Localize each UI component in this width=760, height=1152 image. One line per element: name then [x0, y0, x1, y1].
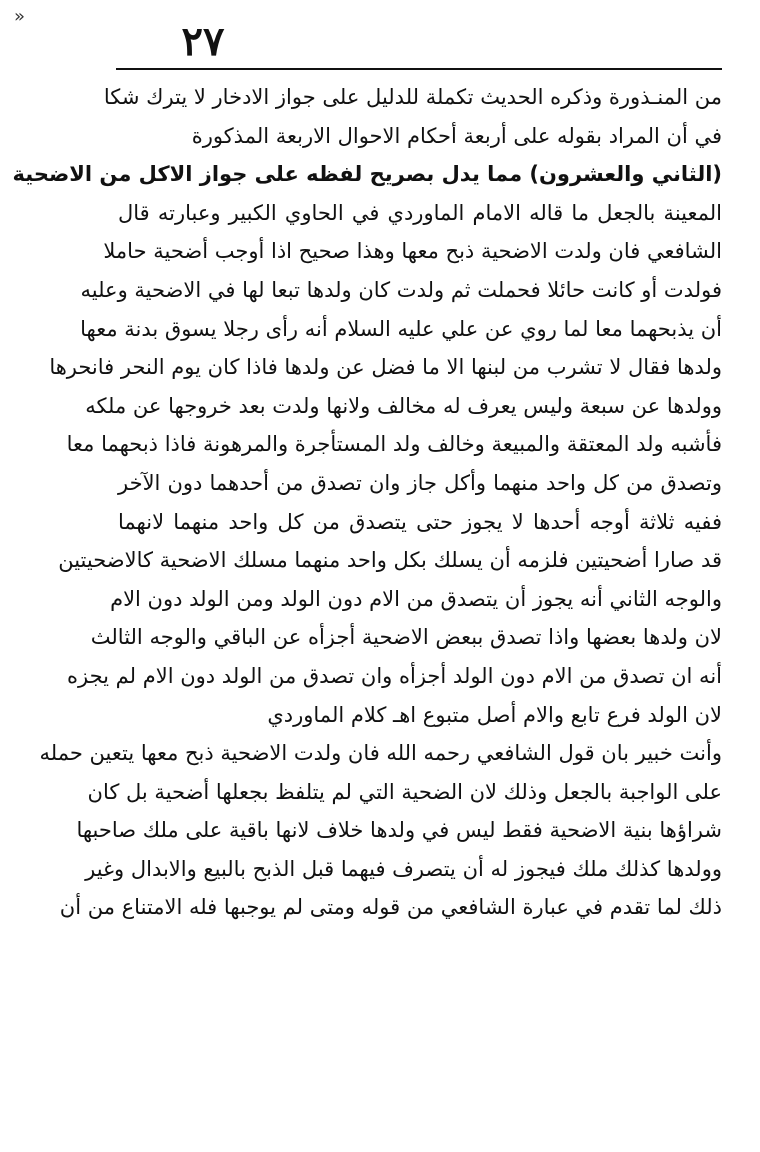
text-line: في أن المراد بقوله على أربعة أحكام الاحوال الاربعة المذكورة	[191, 123, 722, 148]
text-line: أنه ان تصدق من الام دون الولد أجزأه وان تصدق من الولد دون الام لم يجزه	[67, 663, 722, 688]
text-line: أن يذبحهما معا لما روي عن علي عليه السلام أنه رأى رجلا يسوق بدنة معها	[80, 316, 722, 341]
text-line: وتصدق من كل واحد منهما وأكل جاز وان تصدق من أحدهما دون الآخر	[118, 470, 722, 495]
text-line: شراؤها بنية الاضحية فقط ليس في ولدها خلاف لانها باقية على ملك صاحبها	[76, 818, 722, 843]
page-number: ٢٧	[181, 18, 225, 65]
text-line: لان الولد فرع تابع والام أصل متبوع اهـ كلام الماوردي	[267, 702, 722, 727]
text-line: ففيه ثلاثة أوجه أحدها لا يجوز حتى يتصدق من كل واحد منهما لانهما	[118, 509, 722, 534]
text-line: المعينة بالجعل ما قاله الامام الماوردي في الحاوي الكبير وعبارته قال	[118, 200, 722, 225]
body-text	[12, 78, 722, 927]
text-line: لان ولدها بعضها واذا تصدق ببعض الاضحية أجزأه عن الباقي والوجه الثالث	[90, 625, 722, 650]
text-line: قد صارا أضحيتين فلزمه أن يسلك بكل واحد منهما مسلك الاضحية كالاضحيتين	[58, 548, 722, 573]
text-line: وأنت خبير بان قول الشافعي رحمه الله فان ولدت الاضحية ذبح معها يتعين حمله	[39, 741, 722, 766]
text-line: ولدها فقال لا تشرب من لبنها الا ما فضل عن ولدها فاذا كان يوم النحر فانحرها	[49, 355, 722, 380]
text-line: من المنـذورة وذكره الحديث تكملة للدليل على جواز الادخار لا يترك شكا	[103, 85, 722, 109]
section-heading-line: (الثاني والعشرون) مما يدل بصريح لفظه على جواز الاكل من الاضحية	[12, 162, 722, 187]
text-line: فأشبه ولد المعتقة والمبيعة وخالف ولد المستأجرة والمرهونة فاذا ذبحهما معا	[66, 432, 722, 457]
text-line: وولدها كذلك ملك فيجوز له أن يتصرف فيهما قبل الذبح بالبيع والابدال وغير	[85, 856, 722, 881]
margin-mark: »	[14, 6, 26, 27]
text-line: الشافعي فان ولدت الاضحية ذبح معها وهذا صحيح اذا أوجب أضحية حاملا	[103, 239, 722, 264]
header-rule	[116, 68, 722, 70]
text-line: على الواجبة بالجعل وذلك لان الضحية التي لم يتلفظ بجعلها أضحية بل كان	[87, 779, 722, 804]
text-line: وولدها عن سبعة وليس يعرف له مخالف ولانها ولدت بعد خروجها عن ملكه	[85, 393, 722, 418]
text-line: فولدت أو كانت حائلا فحملت ثم ولدت كان ولدها تبعا لها في الاضحية وعليه	[80, 277, 722, 302]
text-line: والوجه الثاني أنه يجوز أن يتصدق من الام دون الولد ومن الولد دون الام	[110, 586, 722, 611]
text-line: ذلك لما تقدم في عبارة الشافعي من قوله ومتى لم يوجبها فله الامتناع من أن	[59, 895, 722, 920]
